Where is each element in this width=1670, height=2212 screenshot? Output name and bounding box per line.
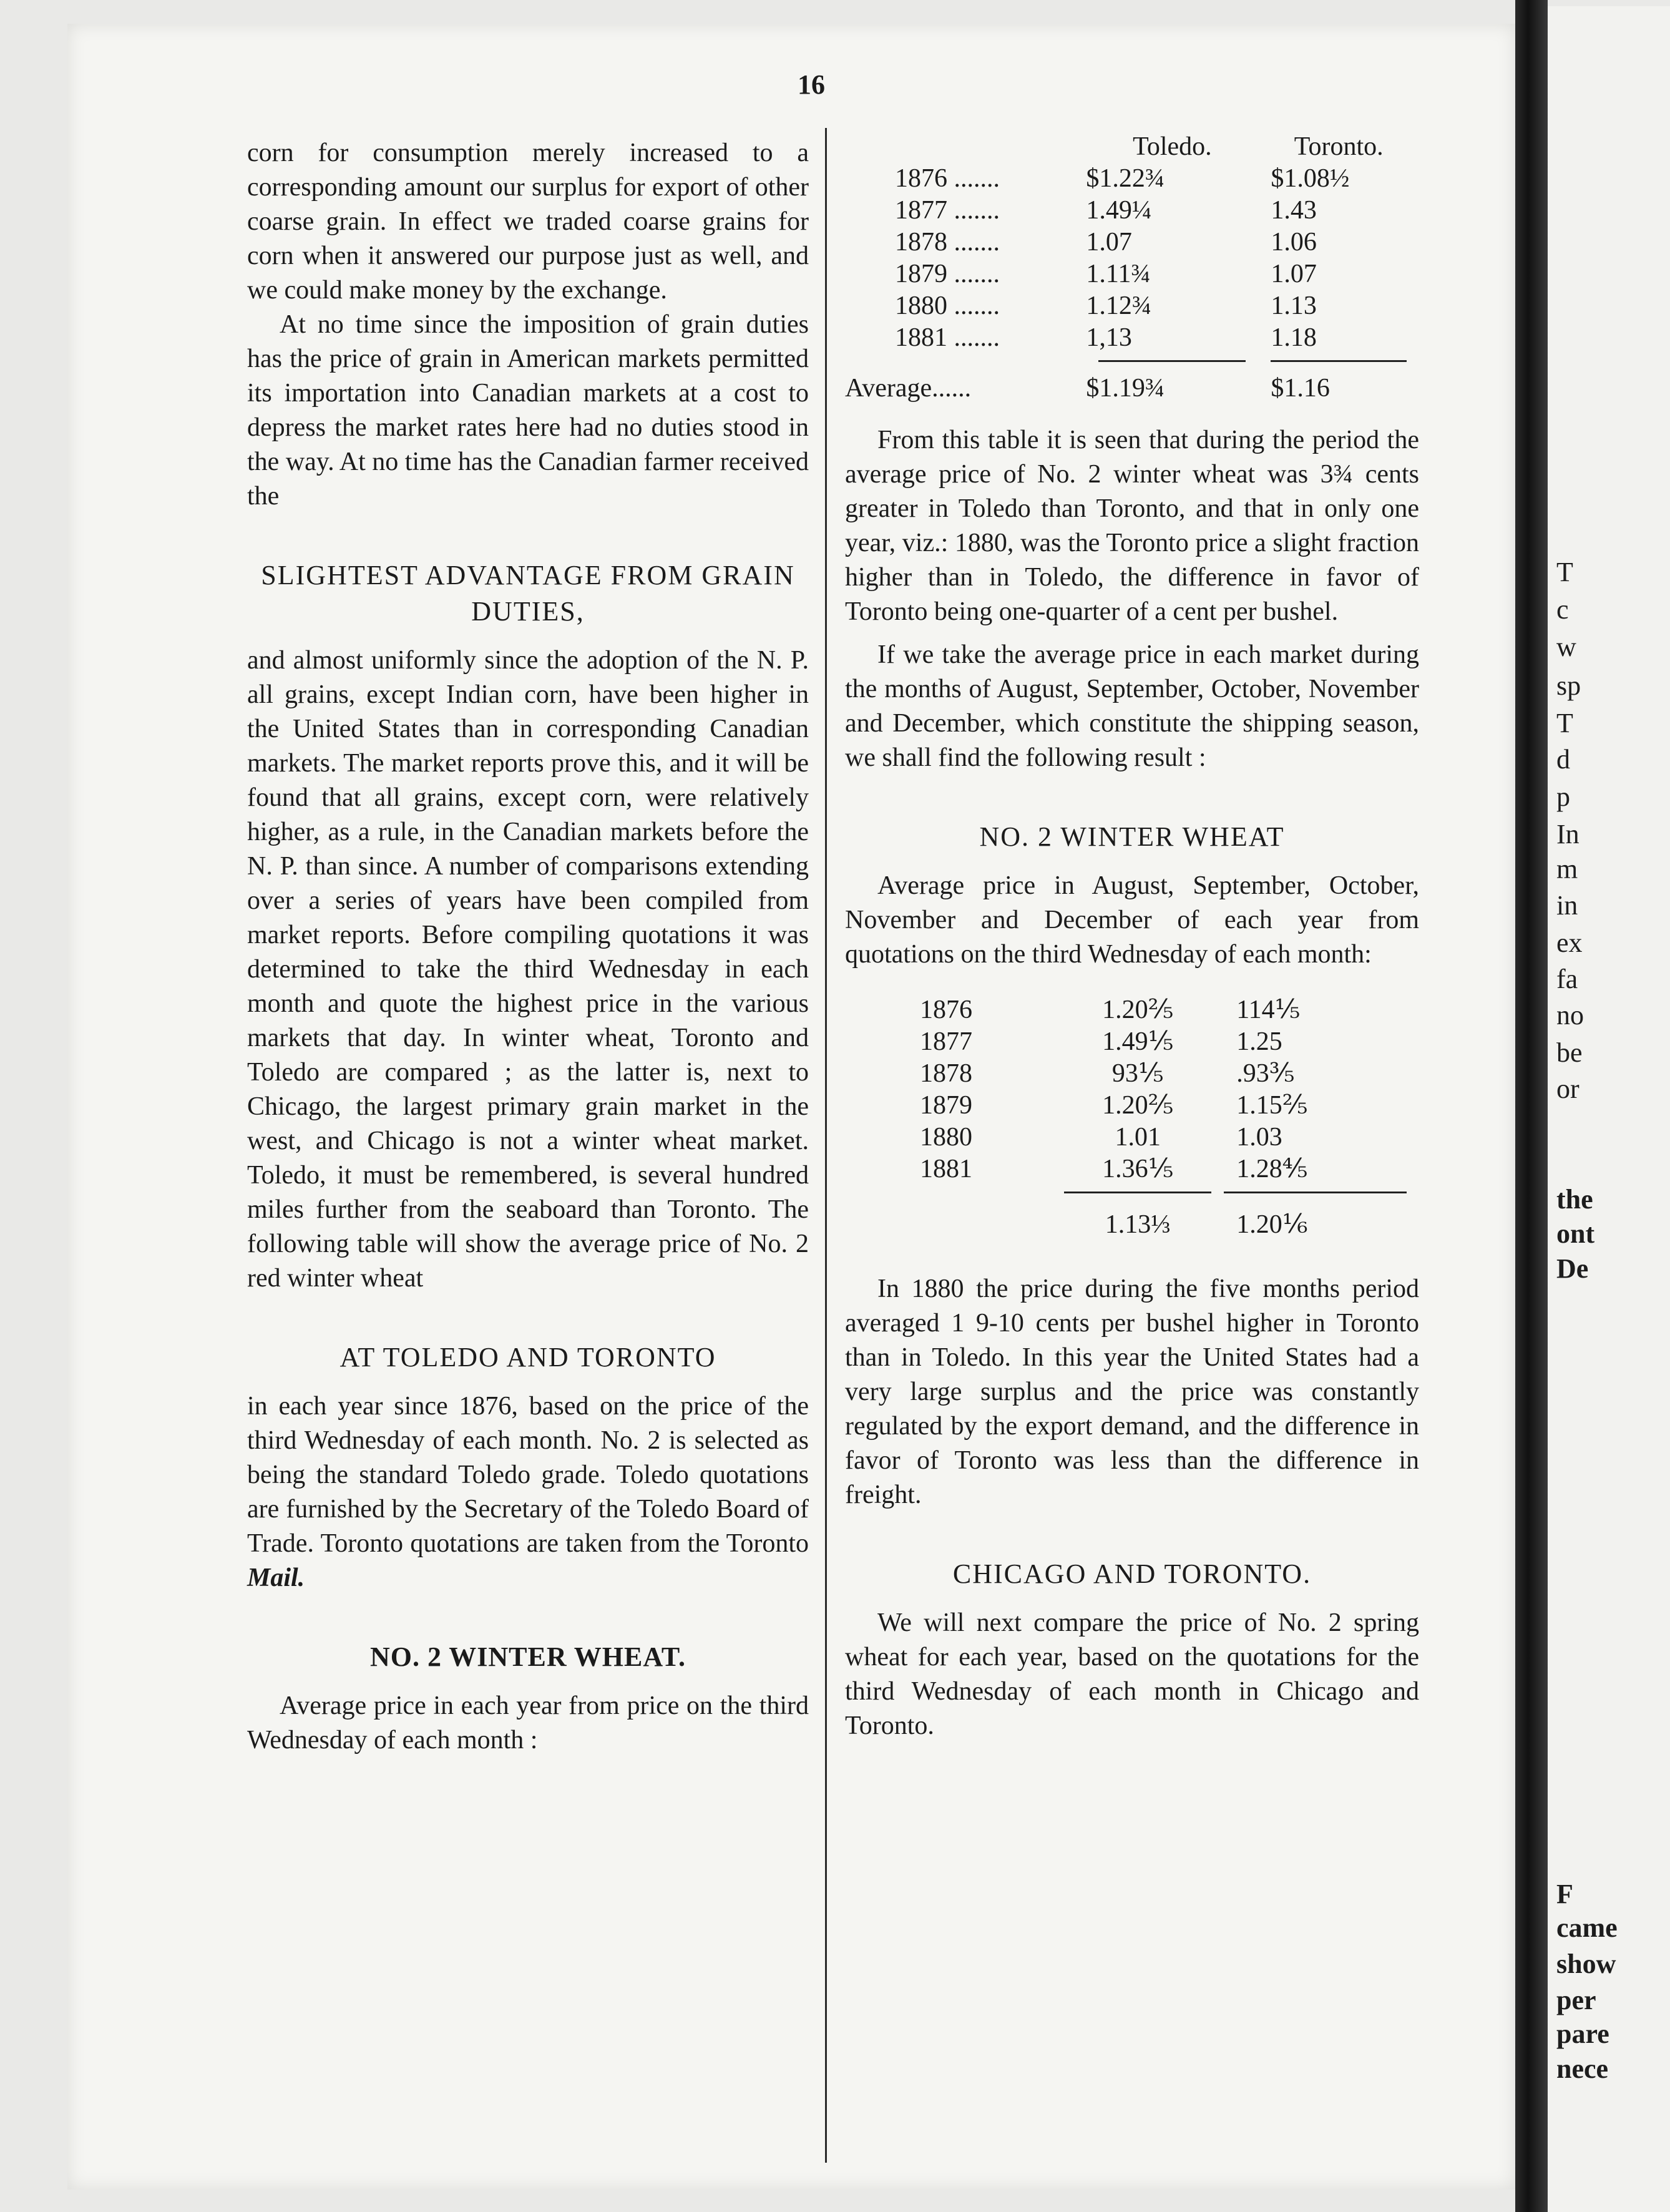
table-cell: $1.16 [1271, 374, 1330, 403]
table-cell: 1.49⅕ [1102, 1027, 1174, 1056]
sum-rule [1271, 360, 1407, 362]
table-average-row [845, 373, 1419, 404]
paragraph: and almost uniformly since the adoption of the N. P. all grains, except Indian corn, have been higher in the United States than in corresponding Canadian markets. The market reports prove this, and it will be found that all grains, except corn, were relatively higher, as a rule, in the Canadian markets before the N. P. than since. A number of comparisons extending over a series of years have been compiled from market reports. Before compiling quotations it was determined to take the third Wednesday in each month and quote the highest price in the various markets that day. In winter wheat, Toronto and Toledo are compared ; as the latter is, next to Chicago, the largest primary grain market in the west, and Chicago is not a winter wheat market. Toledo, it must be remembered, is several hundred miles further from the seaboard than Toronto. The following table will show the average price of No. 2 red winter wheat [247, 646, 809, 1293]
section-heading: NO. 2 WINTER WHEAT. [370, 1642, 686, 1672]
sum-rule [1098, 360, 1246, 362]
adjacent-page-text: sp [1556, 670, 1581, 701]
table-row [845, 227, 1419, 258]
table-row [845, 1122, 1419, 1153]
table-header-cell [845, 131, 1086, 163]
table-cell: $1.08½ [1271, 164, 1350, 193]
table-row [845, 195, 1419, 227]
table-cell: .93⅗ [1236, 1059, 1295, 1088]
paragraph: If we take the average price in each market during the months of August, September, October, November and December, which constitute the shipping season, we shall find the following result : [845, 640, 1419, 772]
table-cell: 1.13 [1271, 291, 1317, 320]
table-cell: 1.13⅓ [1105, 1210, 1171, 1239]
table-cell: 1.20⅖ [1102, 996, 1174, 1024]
paragraph: Average price in August, September, October, November and December of each year from quotations on the third Wednesday of each month: [845, 871, 1419, 969]
adjacent-page-text: per [1556, 1985, 1596, 2015]
table-cell: $1.22¾ [1086, 164, 1165, 193]
adjacent-page-text: came [1556, 1912, 1618, 1943]
page-number: 16 [798, 69, 825, 100]
table-cell: $1.19¾ [1086, 374, 1165, 403]
newspaper-name: Mail. [247, 1564, 305, 1592]
adjacent-page-text: or [1556, 1074, 1580, 1104]
price-table-annual [845, 131, 1419, 404]
table-cell: 1.11¾ [1086, 260, 1151, 288]
table-cell: 1876 ....... [895, 164, 1000, 193]
table-cell: 1.07 [1086, 228, 1132, 257]
table-cell: 1.28⅘ [1236, 1155, 1308, 1183]
table-cell: 1880 ....... [895, 291, 1000, 320]
table-cell: 1879 ....... [895, 260, 1000, 288]
right-column [845, 131, 1419, 1743]
table-row [845, 1153, 1419, 1185]
adjacent-page-text: F [1556, 1879, 1573, 1909]
table-cell: 1.20⅙ [1236, 1210, 1308, 1239]
table-cell: 1877 ....... [895, 196, 1000, 225]
adjacent-page-text: m [1556, 854, 1578, 884]
book-gutter [1515, 0, 1548, 2212]
paragraph: Average price in each year from price on the third Wednesday of each month : [247, 1691, 809, 1754]
table-cell: 1878 [920, 1059, 972, 1088]
table-cell: 1881 [920, 1155, 972, 1183]
section-heading: CHICAGO AND TORONTO. [952, 1559, 1312, 1589]
table-cell: 1.07 [1271, 260, 1317, 288]
adjacent-page-text: ex [1556, 927, 1583, 958]
column-divider [825, 128, 827, 2163]
table-header-cell: Toledo. [1133, 132, 1212, 161]
adjacent-page-text: the [1556, 1184, 1593, 1215]
table-cell: 1.20⅖ [1102, 1091, 1174, 1120]
table-row [845, 163, 1419, 195]
table-row [845, 290, 1419, 322]
section-heading: SLIGHTEST ADVANTAGE FROM GRAIN DUTIES, [261, 560, 795, 627]
table-cell: 1.06 [1271, 228, 1317, 257]
table-cell: 1.36⅕ [1102, 1155, 1174, 1183]
adjacent-page-text: in [1556, 890, 1578, 921]
adjacent-page-text: ont [1556, 1218, 1595, 1249]
table-cell: 1.49¼ [1086, 196, 1152, 225]
table-header-cell: Toronto. [1294, 132, 1384, 161]
paragraph: At no time since the imposition of grain duties has the price of grain in American markets permitted its importation into Canadian markets at a cost to depress the market rates here had no duties stood in the way. At no time has the Canadian farmer received the [247, 310, 809, 511]
table-row [845, 1090, 1419, 1122]
adjacent-page-fragment [1548, 6, 1670, 2212]
section-heading: AT TOLEDO AND TORONTO [339, 1342, 716, 1373]
section-heading: NO. 2 WINTER WHEAT [979, 821, 1285, 852]
adjacent-page-text: nece [1556, 2053, 1609, 2084]
table-cell: 1.43 [1271, 196, 1317, 225]
table-cell: 1880 [920, 1123, 972, 1152]
table-cell: 1876 [920, 996, 972, 1024]
table-cell: 1877 [920, 1027, 972, 1056]
table-cell: 1.03 [1236, 1123, 1282, 1152]
adjacent-page-text: d [1556, 744, 1570, 775]
adjacent-page-text: In [1556, 819, 1580, 849]
adjacent-page-text: pare [1556, 2019, 1609, 2049]
table-cell: 1881 ....... [895, 323, 1000, 352]
table-cell: 1.12¾ [1086, 291, 1152, 320]
table-cell: 1.18 [1271, 323, 1317, 352]
left-column [247, 136, 809, 1758]
table-cell: 1878 ....... [895, 228, 1000, 257]
adjacent-page-text: T [1556, 708, 1573, 738]
table-row [845, 258, 1419, 290]
price-table-shipping-season [845, 994, 1419, 1241]
adjacent-page-text: c [1556, 594, 1569, 625]
table-total-row [845, 1204, 1419, 1241]
table-row [845, 1058, 1419, 1090]
table-row [845, 1026, 1419, 1058]
adjacent-page-text: w [1556, 632, 1576, 662]
sum-rule [1224, 1192, 1407, 1193]
table-cell: 1,13 [1086, 323, 1132, 352]
table-cell: 114⅕ [1236, 996, 1301, 1024]
adjacent-page-text: De [1556, 1253, 1589, 1284]
paragraph: corn for consumption merely increased to a corresponding amount our surplus for export of other coarse grain. In effect we traded coarse grains for corn when it answered our purpose just as well, and we could make money by the exchange. [247, 139, 809, 305]
paragraph: From this table it is seen that during the period the average price of No. 2 winter wheat was 3¾ cents greater in Toledo than Toronto, and that in only one year, viz.: 1880, was the Toronto price a slight fraction higher than in Toledo, the difference in favor of Toronto being one-quarter of a cent per bushel. [845, 426, 1419, 626]
adjacent-page-text: p [1556, 781, 1570, 812]
paragraph [247, 1389, 809, 1595]
adjacent-page-text: no [1556, 1000, 1584, 1030]
table-cell: 1.01 [1115, 1123, 1161, 1152]
adjacent-page-text: show [1556, 1949, 1616, 1979]
table-rule-row [845, 354, 1419, 373]
table-cell: Average...... [845, 374, 972, 403]
table-cell: 1.15⅖ [1236, 1091, 1308, 1120]
adjacent-page-text: fa [1556, 964, 1578, 994]
adjacent-page-text: be [1556, 1037, 1583, 1068]
table-row [845, 994, 1419, 1026]
sum-rule [1064, 1192, 1211, 1193]
adjacent-page-text: T [1556, 557, 1573, 587]
table-cell: 1879 [920, 1091, 972, 1120]
paragraph: We will next compare the price of No. 2 spring wheat for each year, based on the quotations for the third Wednesday of each month in Chicago and Toronto. [845, 1608, 1419, 1740]
table-cell: 1.25 [1236, 1027, 1282, 1056]
paragraph: In 1880 the price during the five months period averaged 1 9-10 cents per bushel higher in Toronto than in Toledo. In this year the United States had a very large surplus and the price was constantly regulated by the export demand, and the difference in favor of Toronto was less than the difference in freight. [845, 1275, 1419, 1509]
paragraph-text: in each year since 1876, based on the price of the third Wednesday of each month. No. 2 is selected as being the standard Toledo grade. Toledo quotations are furnished by the Secretary of the Toledo Board of Trade. Toronto quotations are taken from the Toronto [247, 1392, 809, 1558]
table-header-row [845, 131, 1419, 163]
table-cell: 93⅕ [1111, 1059, 1164, 1088]
table-rule-row [845, 1185, 1419, 1204]
table-row [845, 322, 1419, 354]
